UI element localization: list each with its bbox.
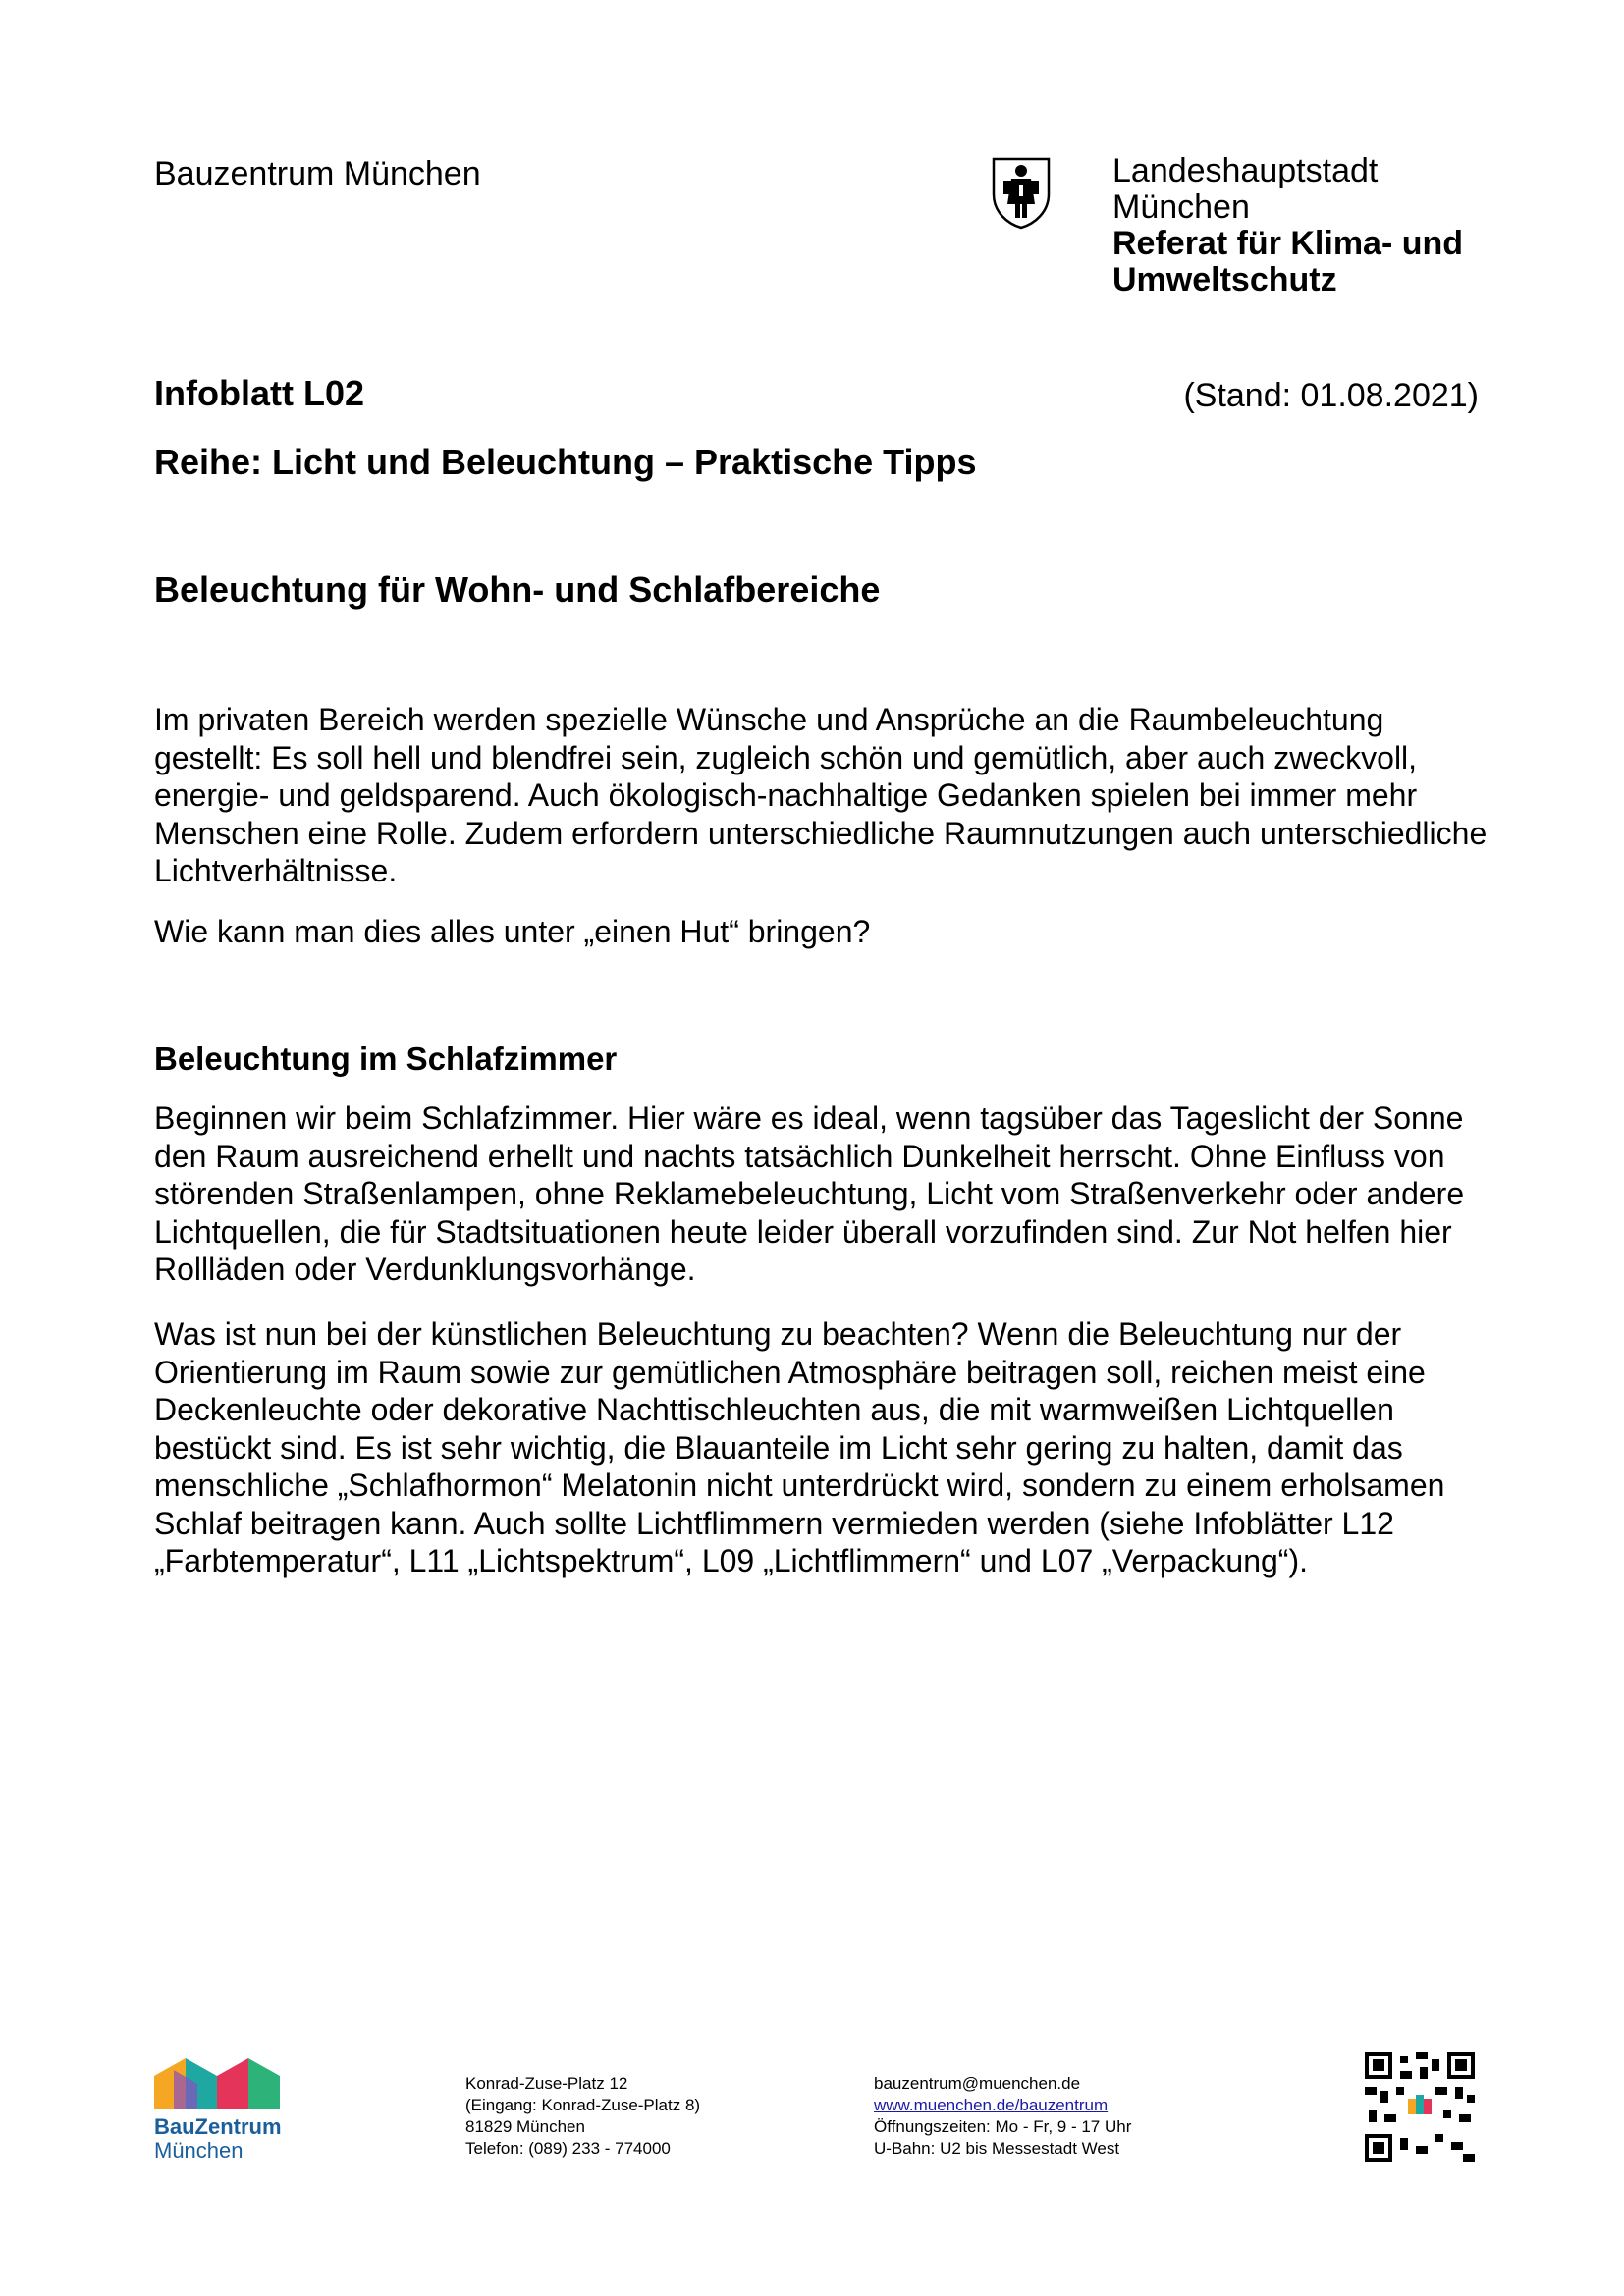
main-heading: Beleuchtung für Wohn- und Schlafbereiche [154, 569, 881, 610]
address-city: 81829 München [465, 2117, 585, 2136]
munich-coat-of-arms-icon [990, 155, 1053, 230]
section-heading-schlafzimmer: Beleuchtung im Schlafzimmer [154, 1041, 618, 1077]
city-line-1: Landeshauptstadt [1112, 152, 1379, 189]
department-line-2: Umweltschutz [1112, 261, 1337, 298]
document-title: Infoblatt L02 [154, 373, 364, 413]
address-phone: Telefon: (089) 233 - 774000 [465, 2139, 671, 2158]
website-link[interactable]: www.muenchen.de/bauzentrum [874, 2096, 1109, 2114]
footer-contact [874, 2073, 1131, 2160]
intro-paragraph: Im privaten Bereich werden spezielle Wünsche und Ansprüche an die Raumbeleuchtung gestellt: Es soll hell und blendfrei sein, zugleich schön und gemütlich, aber auch zweckvoll, energie- und geldsparend. Auch ökologisch-nachhaltige Gedanken spielen bei immer mehr Menschen eine Rolle. Zudem erfordern unterschiedliche Raumnutzungen auch unterschiedliche Lichtverhältnisse. [154, 702, 1488, 888]
qr-code-icon [1365, 2052, 1475, 2162]
address-street: Konrad-Zuse-Platz 12 [465, 2074, 628, 2093]
transit-info: U-Bahn: U2 bis Messestadt West [874, 2139, 1120, 2158]
department-name [1112, 226, 1463, 298]
series-title: Reihe: Licht und Beleuchtung – Praktische Tipps [154, 442, 977, 482]
city-line-2: München [1112, 188, 1250, 226]
logo-text-line-2: München [154, 2138, 244, 2163]
city-name [1112, 153, 1378, 226]
organization-name: Bauzentrum München [154, 155, 481, 192]
contact-email[interactable]: bauzentrum@muenchen.de [874, 2074, 1081, 2093]
intro-question: Wie kann man dies alles unter „einen Hut“ bringen? [154, 914, 871, 949]
opening-hours: Öffnungszeiten: Mo - Fr, 9 - 17 Uhr [874, 2117, 1132, 2136]
department-line-1: Referat für Klima- und [1112, 225, 1464, 262]
schlafzimmer-paragraph-1: Beginnen wir beim Schlafzimmer. Hier wäre es ideal, wenn tagsüber das Tageslicht der Sonne den Raum ausreichend erhellt und nachts tatsächlich Dunkelheit herrscht. Ohne Einfluss von störenden Straßenlampen, ohne Reklamebeleuchtung, Licht vom Straßenverkehr oder andere Lichtquellen, die für Stadtsituationen heute leider überall vorzufinden sind. Zur Not helfen hier Rollläden oder Verdunklungsvorhänge. [154, 1100, 1465, 1287]
schlafzimmer-paragraph-2: Was ist nun bei der künstlichen Beleuchtung zu beachten? Wenn die Beleuchtung nur der Orientierung im Raum sowie zur gemütlichen Atmosphäre beitragen soll, reichen meist eine Deckenleuchte oder dekorative Nachttischleuchten aus, die mit warmweißen Lichtquellen bestückt sind. Es ist sehr wichtig, die Blauanteile im Licht sehr gering zu halten, damit das menschliche „Schlafhormon“ Melatonin nicht unterdrückt wird, sondern zu einem erholsamen Schlaf beitragen kann. Auch sollte Lichtflimmern vermieden werden (siehe Infoblätter L12 „Farbtemperatur“, L11 „Lichtspektrum“, L09 „Lichtflimmern“ und L07 „Verpackung“). [154, 1316, 1445, 1578]
address-entrance: (Eingang: Konrad-Zuse-Platz 8) [465, 2096, 701, 2114]
logo-text-line-1: BauZentrum [154, 2114, 282, 2139]
logo-wordmark [154, 2115, 341, 2163]
document-date: (Stand: 01.08.2021) [1183, 377, 1479, 414]
footer-address [465, 2073, 700, 2160]
